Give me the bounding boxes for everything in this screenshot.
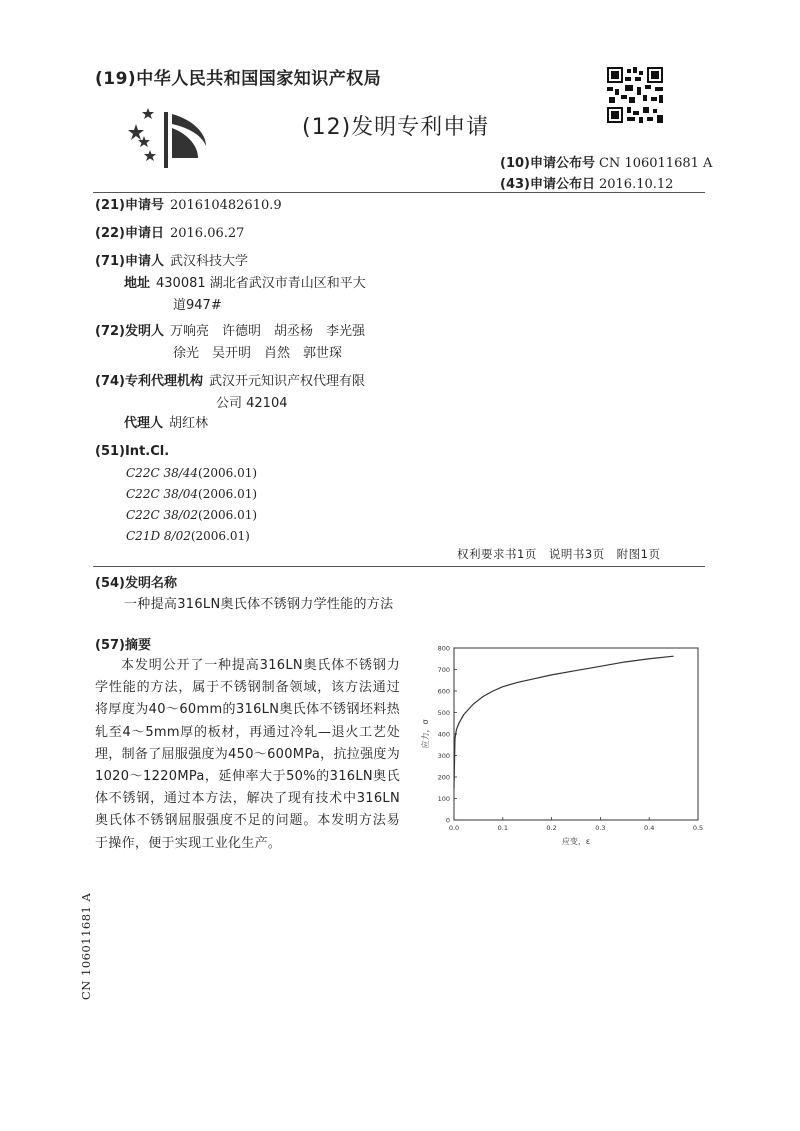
applicant-row [95,252,248,272]
application-number-label: (21)申请号 [95,198,164,213]
applicant: 武汉科技大学 [169,254,248,269]
y-tick-label: 400 [437,730,450,739]
body-divider [93,566,705,567]
office-name: (19)中华人民共和国国家知识产权局 [95,69,382,89]
title-label: (54)发明名称 [95,576,177,591]
x-tick-label: 0.0 [448,824,460,832]
address-row [124,274,366,294]
publication-date-row [500,173,673,192]
application-date: 2016.06.27 [169,226,245,241]
x-tick-label: 0.2 [546,824,557,832]
inventors-line2: 徐光 吴开明 肖然 郭世琛 [173,346,343,361]
ipc-code: C22C 38/04 [126,487,199,501]
ipc-date: (2006.01) [190,529,250,543]
y-tick-label: 800 [437,644,450,653]
claims-pages: 权利要求书1页 [457,547,537,561]
y-axis-label: 应力，σ [421,719,430,749]
application-date-row [95,224,244,244]
invention-title: 一种提高316LN奥氏体不锈钢力学性能的方法 [124,597,394,612]
plot-frame [454,648,698,820]
y-tick-label: 700 [437,666,450,674]
agent: 胡红林 [169,416,209,431]
x-axis-label: 应变，ε [561,837,591,846]
agent-row [124,414,208,434]
abstract-text: 本发明公开了一种提高316LN奥氏体不锈钢力学性能的方法，属于不锈钢制备领域，该方法通过将厚度为40～60mm的316LN奥氏体不锈钢坯料热轧至4～5mm厚的板材，再通过冷轧—退火工艺处理，制备了屈服强度为450～600MPa，抗拉强度为1020～1220MPa，延伸率大于50%的316LN奥氏体不锈钢，通过本方法，解决了现有技术中316LN奥氏体不锈钢屈服强度不足的问题。本发明方法易于操作，便于实现工业化生产。 [95,658,400,851]
description-pages: 说明书3页 [548,547,605,561]
agency-line1: 武汉开元知识产权代理有限 [208,374,365,389]
y-tick-label: 600 [437,687,450,696]
ipc-entry [126,463,257,483]
stress-strain-chart [408,638,708,850]
ipc-entry [126,526,250,546]
header-divider [93,192,705,193]
publication-date-label: (43)申请公布日 [500,177,595,192]
x-tick-label: 0.3 [595,824,606,832]
ipc-code: C21D 8/02 [126,529,191,543]
agency-label: (74)专利代理机构 [95,374,203,389]
address-line1: 430081 湖北省武汉市青山区和平大 [156,276,366,291]
y-tick-label: 200 [437,773,450,782]
address-label: 地址 [124,276,151,291]
x-tick-label: 0.5 [692,824,704,832]
publication-number-row [500,152,712,171]
ipc-date: (2006.01) [198,508,258,522]
x-tick-label: 0.4 [644,824,655,832]
application-number: 201610482610.9 [169,198,282,213]
page-counts [457,546,672,562]
publication-number-label: (10)申请公布号 [500,156,595,171]
qr-code-icon [607,67,663,123]
inventors-line1: 万响亮 许德明 胡丞杨 李光强 [169,324,365,339]
agency-row [95,372,365,392]
side-publication-number: CN 106011681 A [79,892,93,1000]
ipc-date: (2006.01) [198,466,258,480]
ipc-date: (2006.01) [198,487,258,501]
y-tick-label: 500 [437,709,450,717]
y-tick-label: 300 [437,752,450,760]
drawings-pages: 附图1页 [616,547,661,561]
abstract-label: (57)摘要 [95,638,151,653]
publication-date: 2016.10.12 [598,177,674,192]
ipc-entry [126,505,257,525]
applicant-label: (71)申请人 [95,254,164,269]
y-tick-label: 0 [445,816,450,825]
inventors-row [95,322,365,342]
intcl-label: (51)Int.Cl. [95,444,170,459]
address-line2: 道947# [173,298,222,313]
agency-line2: 公司 42104 [216,396,288,411]
agent-label: 代理人 [124,416,164,431]
application-date-label: (22)申请日 [95,226,164,241]
x-tick-label: 0.1 [497,824,508,832]
document-type: (12)发明专利申请 [302,115,490,140]
ipc-code: C22C 38/02 [126,508,199,522]
sipo-logo [128,106,212,170]
y-tick-label: 100 [437,795,450,803]
ipc-code: C22C 38/44 [126,466,199,480]
inventors-label: (72)发明人 [95,324,164,339]
publication-number: CN 106011681 A [598,156,713,171]
application-number-row [95,196,282,216]
series-line [454,656,674,788]
ipc-entry [126,484,257,504]
